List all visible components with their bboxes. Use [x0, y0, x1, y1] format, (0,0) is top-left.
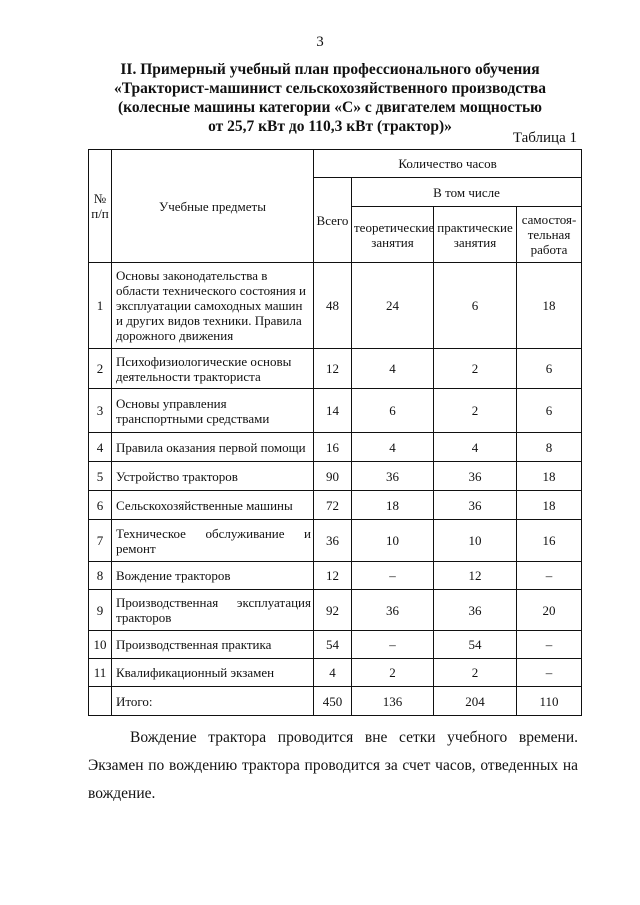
row-theory: –	[352, 631, 434, 659]
row-subject: Вождение тракторов	[112, 562, 314, 590]
header-subjects: Учебные предметы	[112, 150, 314, 263]
row-practice: 2	[434, 349, 517, 389]
header-total: Всего	[314, 178, 352, 263]
row-total: 36	[314, 520, 352, 562]
row-theory: 6	[352, 389, 434, 433]
row-num: 5	[89, 462, 112, 491]
row-num: 1	[89, 263, 112, 349]
row-subject: Основы управления транспортными средствами	[112, 389, 314, 433]
row-self: 8	[517, 433, 582, 462]
row-num: 7	[89, 520, 112, 562]
row-theory: 18	[352, 491, 434, 520]
row-subject: Основы законодательства в области технического состояния и эксплуатации самоходных машин и других видов техники. Правила дорожного движения	[112, 263, 314, 349]
row-self: 16	[517, 520, 582, 562]
table-row	[89, 520, 582, 562]
row-self: 20	[517, 590, 582, 631]
row-num: 6	[89, 491, 112, 520]
row-self: –	[517, 562, 582, 590]
header-hours: Количество часов	[314, 150, 582, 178]
row-num: 11	[89, 659, 112, 687]
row-num-empty	[89, 687, 112, 716]
table-row	[89, 631, 582, 659]
heading-line: от 25,7 кВт до 110,3 кВт (трактор)»	[208, 118, 452, 135]
row-practice: 6	[434, 263, 517, 349]
row-subject: Психофизиологические основы деятельности тракториста	[112, 349, 314, 389]
header-num: № п/п	[89, 150, 112, 263]
table-row	[89, 263, 582, 349]
total-practice: 204	[434, 687, 517, 716]
table-row	[89, 349, 582, 389]
row-theory: 10	[352, 520, 434, 562]
row-self: 18	[517, 263, 582, 349]
row-num: 9	[89, 590, 112, 631]
row-theory: 36	[352, 462, 434, 491]
row-practice: 36	[434, 462, 517, 491]
row-self: 6	[517, 349, 582, 389]
total-label: Итого:	[112, 687, 314, 716]
row-subject: Правила оказания первой помощи	[112, 433, 314, 462]
table-caption: Таблица 1	[512, 130, 577, 146]
row-theory: 36	[352, 590, 434, 631]
row-num: 4	[89, 433, 112, 462]
row-practice: 10	[434, 520, 517, 562]
row-practice: 4	[434, 433, 517, 462]
row-self: –	[517, 631, 582, 659]
row-total: 12	[314, 562, 352, 590]
total-theory: 136	[352, 687, 434, 716]
row-total: 14	[314, 389, 352, 433]
heading-line: «Тракторист-машинист сельскохозяйственного производства	[114, 80, 546, 97]
page-number: 3	[316, 34, 324, 50]
curriculum-table	[88, 149, 582, 716]
row-self: 18	[517, 462, 582, 491]
row-num: 10	[89, 631, 112, 659]
row-total: 90	[314, 462, 352, 491]
total-all: 450	[314, 687, 352, 716]
header-theory: теоретические занятия	[352, 207, 434, 263]
row-subject: Техническое обслуживание и ремонт	[112, 520, 314, 562]
row-practice: 54	[434, 631, 517, 659]
table-row	[89, 590, 582, 631]
row-subject: Производственная эксплуатация тракторов	[112, 590, 314, 631]
row-subject: Производственная практика	[112, 631, 314, 659]
total-self: 110	[517, 687, 582, 716]
row-practice: 12	[434, 562, 517, 590]
heading-line: II. Примерный учебный план профессионального обучения	[120, 61, 540, 78]
table-row	[89, 433, 582, 462]
header-practice: практические занятия	[434, 207, 517, 263]
row-subject: Квалификационный экзамен	[112, 659, 314, 687]
row-theory: 4	[352, 433, 434, 462]
note-paragraph: Вождение трактора проводится вне сетки учебного времени. Экзамен по вождению трактора проводится за счет часов, отведенных на вождение.	[88, 729, 578, 802]
row-subject: Сельскохозяйственные машины	[112, 491, 314, 520]
table-row	[89, 491, 582, 520]
header-self-study: самостоя-тельная работа	[517, 207, 582, 263]
table-row	[89, 389, 582, 433]
row-theory: 4	[352, 349, 434, 389]
row-total: 54	[314, 631, 352, 659]
row-practice: 36	[434, 590, 517, 631]
row-self: 18	[517, 491, 582, 520]
row-total: 72	[314, 491, 352, 520]
row-theory: 2	[352, 659, 434, 687]
row-total: 92	[314, 590, 352, 631]
table-row	[89, 462, 582, 491]
row-practice: 2	[434, 659, 517, 687]
row-practice: 36	[434, 491, 517, 520]
row-total: 48	[314, 263, 352, 349]
row-self: 6	[517, 389, 582, 433]
row-self: –	[517, 659, 582, 687]
row-theory: –	[352, 562, 434, 590]
row-num: 3	[89, 389, 112, 433]
row-total: 4	[314, 659, 352, 687]
heading-line: (колесные машины категории «С» с двигателем мощностью	[117, 99, 543, 116]
document-heading	[60, 60, 600, 136]
table-row	[89, 659, 582, 687]
row-total: 16	[314, 433, 352, 462]
row-num: 2	[89, 349, 112, 389]
row-total: 12	[314, 349, 352, 389]
table-row	[89, 562, 582, 590]
row-num: 8	[89, 562, 112, 590]
table-total-row	[89, 687, 582, 716]
row-theory: 24	[352, 263, 434, 349]
header-including: В том числе	[352, 178, 582, 207]
row-practice: 2	[434, 389, 517, 433]
row-subject: Устройство тракторов	[112, 462, 314, 491]
